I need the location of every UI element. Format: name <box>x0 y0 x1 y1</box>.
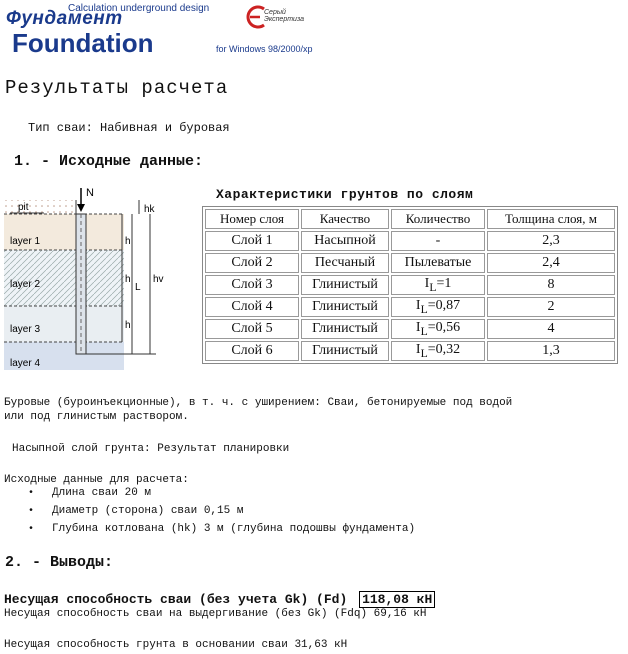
header-qty: Количество <box>391 209 485 229</box>
pit-layer <box>4 200 76 214</box>
param-pile-length: Длина сваи 20 м <box>52 487 152 499</box>
cell-layer: Слой 1 <box>205 231 299 251</box>
brand-logo <box>244 4 304 30</box>
section-2-title: 2. - Выводы: <box>5 554 114 571</box>
table-row <box>205 253 615 273</box>
app-logo-ru: Фундамент <box>6 8 123 29</box>
result-bearing-value: 118,08 кН <box>359 591 435 608</box>
list-item <box>28 520 415 538</box>
cell-qty: Пылеватые <box>391 253 485 273</box>
load-label: N <box>86 187 94 199</box>
description-line-2: или под глинистым раствором. <box>4 411 189 423</box>
param-pit-depth: Глубина котлована (hk) 3 м (глубина подошвы фундамента) <box>52 523 416 535</box>
cell-thickness: 2 <box>487 297 615 317</box>
bullet-icon: • <box>28 488 35 499</box>
list-item <box>28 484 415 502</box>
cell-quality: Глинистый <box>301 297 389 317</box>
table-row <box>205 275 615 295</box>
brand-text: Серый Экспертиза <box>264 9 305 23</box>
cell-qty: $I_L=0,56$ <box>391 319 485 339</box>
hk-label: hk <box>144 204 155 215</box>
param-pile-diameter: Диаметр (сторона) сваи 0,15 м <box>52 505 244 517</box>
cell-quality: Глинистый <box>301 319 389 339</box>
description-line-1: Буровые (буроинъекционные), в т. ч. с уширением: Сваи, бетонируемые под водой <box>4 397 513 409</box>
cell-thickness: 8 <box>487 275 615 295</box>
result-bearing <box>4 591 435 608</box>
result-soil-capacity: Несущая способность грунта в основании сваи 31,63 кН <box>4 639 348 651</box>
layer-3-label: layer 3 <box>10 324 41 335</box>
pit-label: pit <box>18 202 29 213</box>
hv-label: hv <box>153 274 164 285</box>
pile-type: Тип сваи: Набивная и буровая <box>28 121 230 135</box>
soil-table <box>202 206 618 364</box>
input-data-title: Исходные данные для расчета: <box>4 474 189 486</box>
cell-layer: Слой 5 <box>205 319 299 339</box>
table-row <box>205 341 615 361</box>
cell-layer: Слой 2 <box>205 253 299 273</box>
cell-thickness: 1,3 <box>487 341 615 361</box>
l-label: L <box>135 282 141 293</box>
cell-thickness: 2,3 <box>487 231 615 251</box>
layer-2-label: layer 2 <box>10 279 41 290</box>
pile-diagram <box>4 186 202 376</box>
soil-table-title: Характеристики грунтов по слоям <box>216 187 474 202</box>
cell-qty: $I_L=1$ <box>391 275 485 295</box>
subscript-l: L <box>420 346 428 360</box>
app-logo-en: Foundation <box>12 28 154 58</box>
subscript-l: L <box>420 324 428 338</box>
platform-label: for Windows 98/2000/xp <box>216 44 313 54</box>
fill-layer-note: Насыпной слой грунта: Результат планировки <box>12 443 290 455</box>
cell-layer: Слой 3 <box>205 275 299 295</box>
result-bearing-label: Несущая способность сваи (без учета Gk) (Fd) <box>4 592 348 607</box>
h-label-1: h <box>125 236 131 247</box>
table-row <box>205 297 615 317</box>
subscript-l: L <box>429 280 437 294</box>
cell-qty: - <box>391 231 485 251</box>
table-header-row <box>205 209 615 229</box>
cell-qty: $I_L=0,87$ <box>391 297 485 317</box>
cell-qty: $I_L=0,32$ <box>391 341 485 361</box>
cell-thickness: 4 <box>487 319 615 339</box>
header-quality: Качество <box>301 209 389 229</box>
cell-quality: Глинистый <box>301 275 389 295</box>
list-item <box>28 502 415 520</box>
bullet-icon: • <box>28 524 35 535</box>
cell-quality: Глинистый <box>301 341 389 361</box>
cell-layer: Слой 4 <box>205 297 299 317</box>
cell-thickness: 2,4 <box>487 253 615 273</box>
h-label-3: h <box>125 320 131 331</box>
subscript-l: L <box>420 302 428 316</box>
layer-2-hatch <box>4 250 124 306</box>
result-pullout: Несущая способность сваи на выдергивание (без Gk) (Fdq) 69,16 кН <box>4 608 427 620</box>
section-1-title: 1. - Исходные данные: <box>14 153 204 170</box>
table-row <box>205 319 615 339</box>
page-title: Результаты расчета <box>5 77 229 99</box>
layer-4-label: layer 4 <box>10 358 41 369</box>
bullet-icon: • <box>28 506 35 517</box>
input-params-list <box>28 484 415 538</box>
cell-layer: Слой 6 <box>205 341 299 361</box>
h-label-2: h <box>125 274 131 285</box>
header-thickness: Толщина слоя, м <box>487 209 615 229</box>
header-layer: Номер слоя <box>205 209 299 229</box>
load-arrow-head-icon <box>77 204 85 212</box>
table-row <box>205 231 615 251</box>
cell-quality: Песчаный <box>301 253 389 273</box>
cell-quality: Насыпной <box>301 231 389 251</box>
app-subtitle: Calculation underground design <box>68 3 210 14</box>
layer-1-label: layer 1 <box>10 236 41 247</box>
